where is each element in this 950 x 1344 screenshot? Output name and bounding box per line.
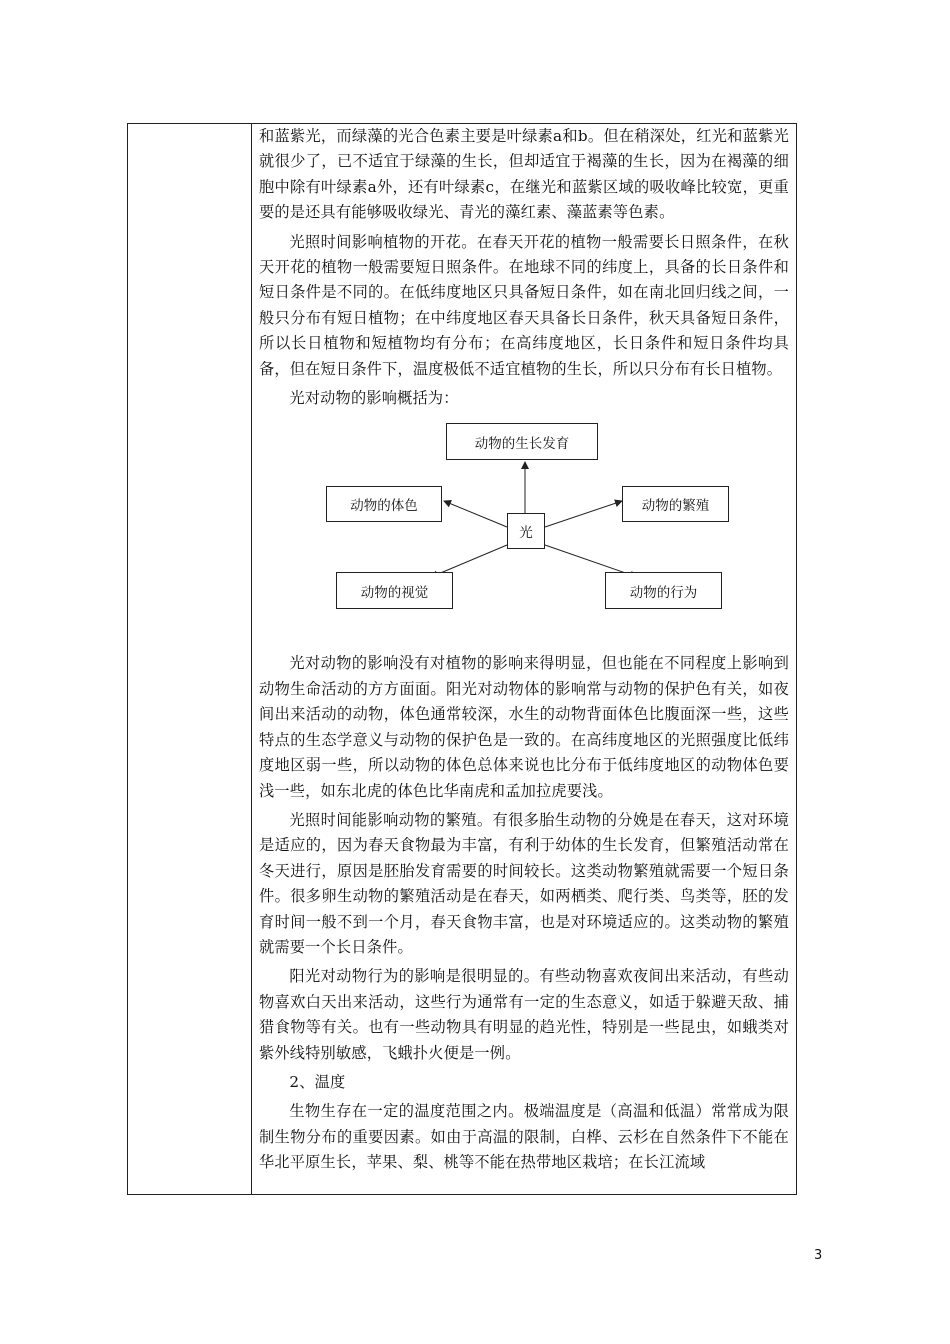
- box-body-color: 动物的体色: [326, 486, 442, 522]
- light-effects-diagram: [259, 417, 789, 647]
- box-vision: 动物的视觉: [336, 572, 453, 609]
- paragraph: 光照时间影响植物的开花。在春天开花的植物一般需要长日照条件，在秋天开花的植物一般需要短日照条件。在地球不同的纬度上，具备的长日条件和短日条件是不同的。在低纬度地区只具备短日条件，如在南北回归线之间，一般只分布有短日植物；在中纬度地区春天具备长日条件，秋天具备短日条件，所以长日植物和短植物均有分布；在高纬度地区，长日条件和短日条件均具备，但在短日条件下，温度极低不适宜植物的生长，所以只分布有长日植物。: [259, 232, 789, 378]
- paragraph: 生物生存在一定的温度范围之内。极端温度是（高温和低温）常常成为限制生物分布的重要因素。如由于高温的限制，白桦、云杉在自然条件下不能在华北平原生长，苹果、梨、桃等不能在热带地区栽培；在长江流域: [259, 1102, 789, 1172]
- section-heading: 2、温度: [289, 1072, 346, 1091]
- arrow-to-upper-left: [444, 501, 507, 527]
- table-content-cell: [259, 124, 789, 1176]
- content-table: [127, 123, 797, 1195]
- paragraph: 光对动物的影响概括为：: [289, 389, 459, 408]
- table-left-column: [128, 124, 252, 1194]
- arrow-to-upper-right: [545, 501, 622, 527]
- box-growth: 动物的生长发育: [446, 423, 598, 460]
- box-behavior: 动物的行为: [605, 572, 722, 609]
- box-reproduction: 动物的繁殖: [622, 486, 729, 522]
- paragraph: 光对动物的影响没有对植物的影响来得明显，但也能在不同程度上影响到动物生命活动的方方面面。阳光对动物体的影响常与动物的保护色有关，如夜间出来活动的动物，体色通常较深，水生的动物背面体色比腹面深一些，这些特点的生态学意义与动物的保护色是一致的。在高纬度地区的光照强度比低纬度地区弱一些，所以动物的体色总体来说也比分布于低纬度地区的动物体色要浅一些，如东北虎的体色比华南虎和孟加拉虎要浅。: [259, 654, 789, 800]
- paragraph: 光照时间能影响动物的繁殖。有很多胎生动物的分娩是在春天，这对环境是适应的，因为春天食物最为丰富，有利于幼体的生长发育，但繁殖活动常在冬天进行，原因是胚胎发育需要的时间较长。这类动物繁殖就需要一个短日条件。很多卵生动物的繁殖活动是在春天，如两栖类、爬行类、鸟类等，胚的发育时间一般不到一个月，春天食物丰富，也是对环境适应的。这类动物的繁殖就需要一个长日条件。: [259, 810, 789, 956]
- page-number: 3: [814, 1248, 823, 1263]
- box-light: 光: [507, 513, 545, 549]
- paragraph: 和蓝紫光，而绿藻的光合色素主要是叶绿素a和b。但在稍深处，红光和蓝紫光就很少了，已不适宜于绿藻的生长，但却适宜于褐藻的生长，因为在褐藻的细胞中除有叶绿素a外，还有叶绿素c，在继光和蓝紫区域的吸收峰比较宽，更重要的是还具有能够吸收绿光、青光的藻红素、藻蓝素等色素。: [259, 127, 789, 222]
- paragraph: 阳光对动物行为的影响是很明显的。有些动物喜欢夜间出来活动，有些动物喜欢白天出来活动，这些行为通常有一定的生态意义，如适于躲避天敌、捕猎食物等有关。也有一些动物具有明显的趋光性，特别是一些昆虫，如蛾类对紫外线特别敏感，飞蛾扑火便是一例。: [259, 967, 789, 1062]
